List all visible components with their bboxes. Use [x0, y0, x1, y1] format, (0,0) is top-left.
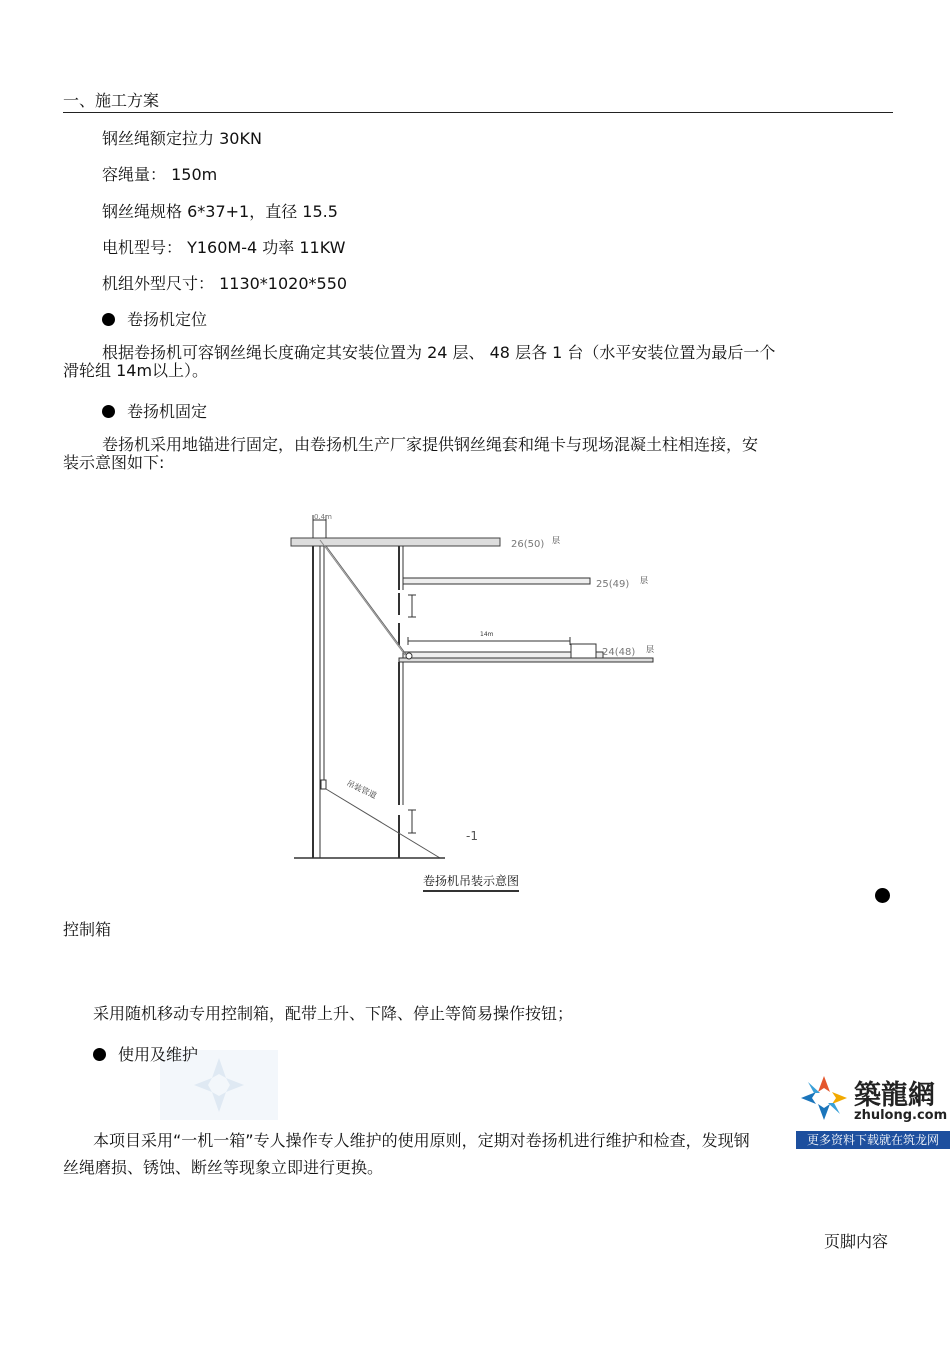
header-rule — [63, 112, 893, 113]
paragraph-line: 根据卷扬机可容钢丝绳长度确定其安装位置为 24 层、 48 层各 1 台（水平安装位置为最后一个 — [102, 343, 776, 362]
spec-line: 容绳量： 150m — [102, 165, 218, 184]
floor-label-25: 25(49) — [596, 579, 630, 590]
diagram-caption: 卷扬机吊装示意图 — [423, 872, 519, 892]
control-box-paragraph: 采用随机移动专用控制箱，配带上升、下降、停止等简易操作按钮； — [93, 1004, 574, 1023]
bullet-control-box: 控制箱 — [63, 920, 112, 939]
paragraph-line: 滑轮组 14m以上）。 — [63, 361, 209, 380]
floor-suffix: 层 — [552, 536, 560, 545]
paragraph-line: 装示意图如下: — [63, 453, 165, 472]
zhulong-watermark-logo — [796, 1061, 950, 1161]
bullet-fixing — [102, 399, 207, 422]
spec-line: 电机型号： Y160M-4 功率 11KW — [102, 238, 346, 257]
floor-label-26: 26(50) — [511, 539, 545, 550]
maintenance-paragraph — [63, 1127, 893, 1181]
bullet-icon — [102, 313, 115, 326]
fixing-paragraph — [63, 436, 893, 472]
floor-label-24: 24(48) — [602, 647, 636, 658]
section-title: 一、施工方案 — [63, 91, 160, 110]
dimension-label: 0.4m — [314, 513, 332, 521]
brand-banner: 更多资料下载就在筑龙网 — [796, 1131, 950, 1149]
zhulong-logo-icon — [798, 1074, 850, 1122]
paragraph-line: 卷扬机采用地锚进行固定，由卷扬机生产厂家提供钢丝绳套和绳卡与现场混凝土柱相连接，安 — [102, 435, 759, 454]
span-label: 14m — [480, 631, 494, 638]
bullet-label: 卷扬机固定 — [127, 402, 208, 421]
spec-line: 钢丝绳额定拉力 30KN — [102, 129, 262, 148]
brand-domain: zhulong.com — [854, 1108, 948, 1123]
bullet-positioning — [102, 307, 207, 330]
bullet-icon — [875, 888, 890, 903]
floor-suffix: 层 — [646, 645, 654, 654]
floor-suffix: 层 — [640, 576, 648, 585]
minus1-label: -1 — [466, 829, 478, 843]
channel-label: 吊装管道 — [345, 778, 378, 801]
bullet-use-maintenance — [93, 1042, 198, 1065]
hoist-installation-diagram — [280, 505, 670, 865]
paragraph-line: 本项目采用“一机一箱”专人操作专人维护的使用原则，定期对卷扬机进行维护和检查，发现钢 — [93, 1131, 750, 1150]
spec-line: 机组外型尺寸： 1130*1020*550 — [102, 274, 348, 293]
brand-name: 築龍網 — [854, 1080, 935, 1111]
positioning-paragraph — [63, 344, 893, 380]
spec-line: 钢丝绳规格 6*37+1，直径 15.5 — [102, 202, 338, 221]
page-footer: 页脚内容 — [823, 1232, 888, 1251]
bullet-icon — [102, 405, 115, 418]
bullet-label: 卷扬机定位 — [127, 310, 208, 329]
paragraph-line: 丝绳磨损、锈蚀、断丝等现象立即进行更换。 — [63, 1158, 384, 1177]
bullet-label: 使用及维护 — [118, 1045, 199, 1064]
bullet-icon — [93, 1048, 106, 1061]
